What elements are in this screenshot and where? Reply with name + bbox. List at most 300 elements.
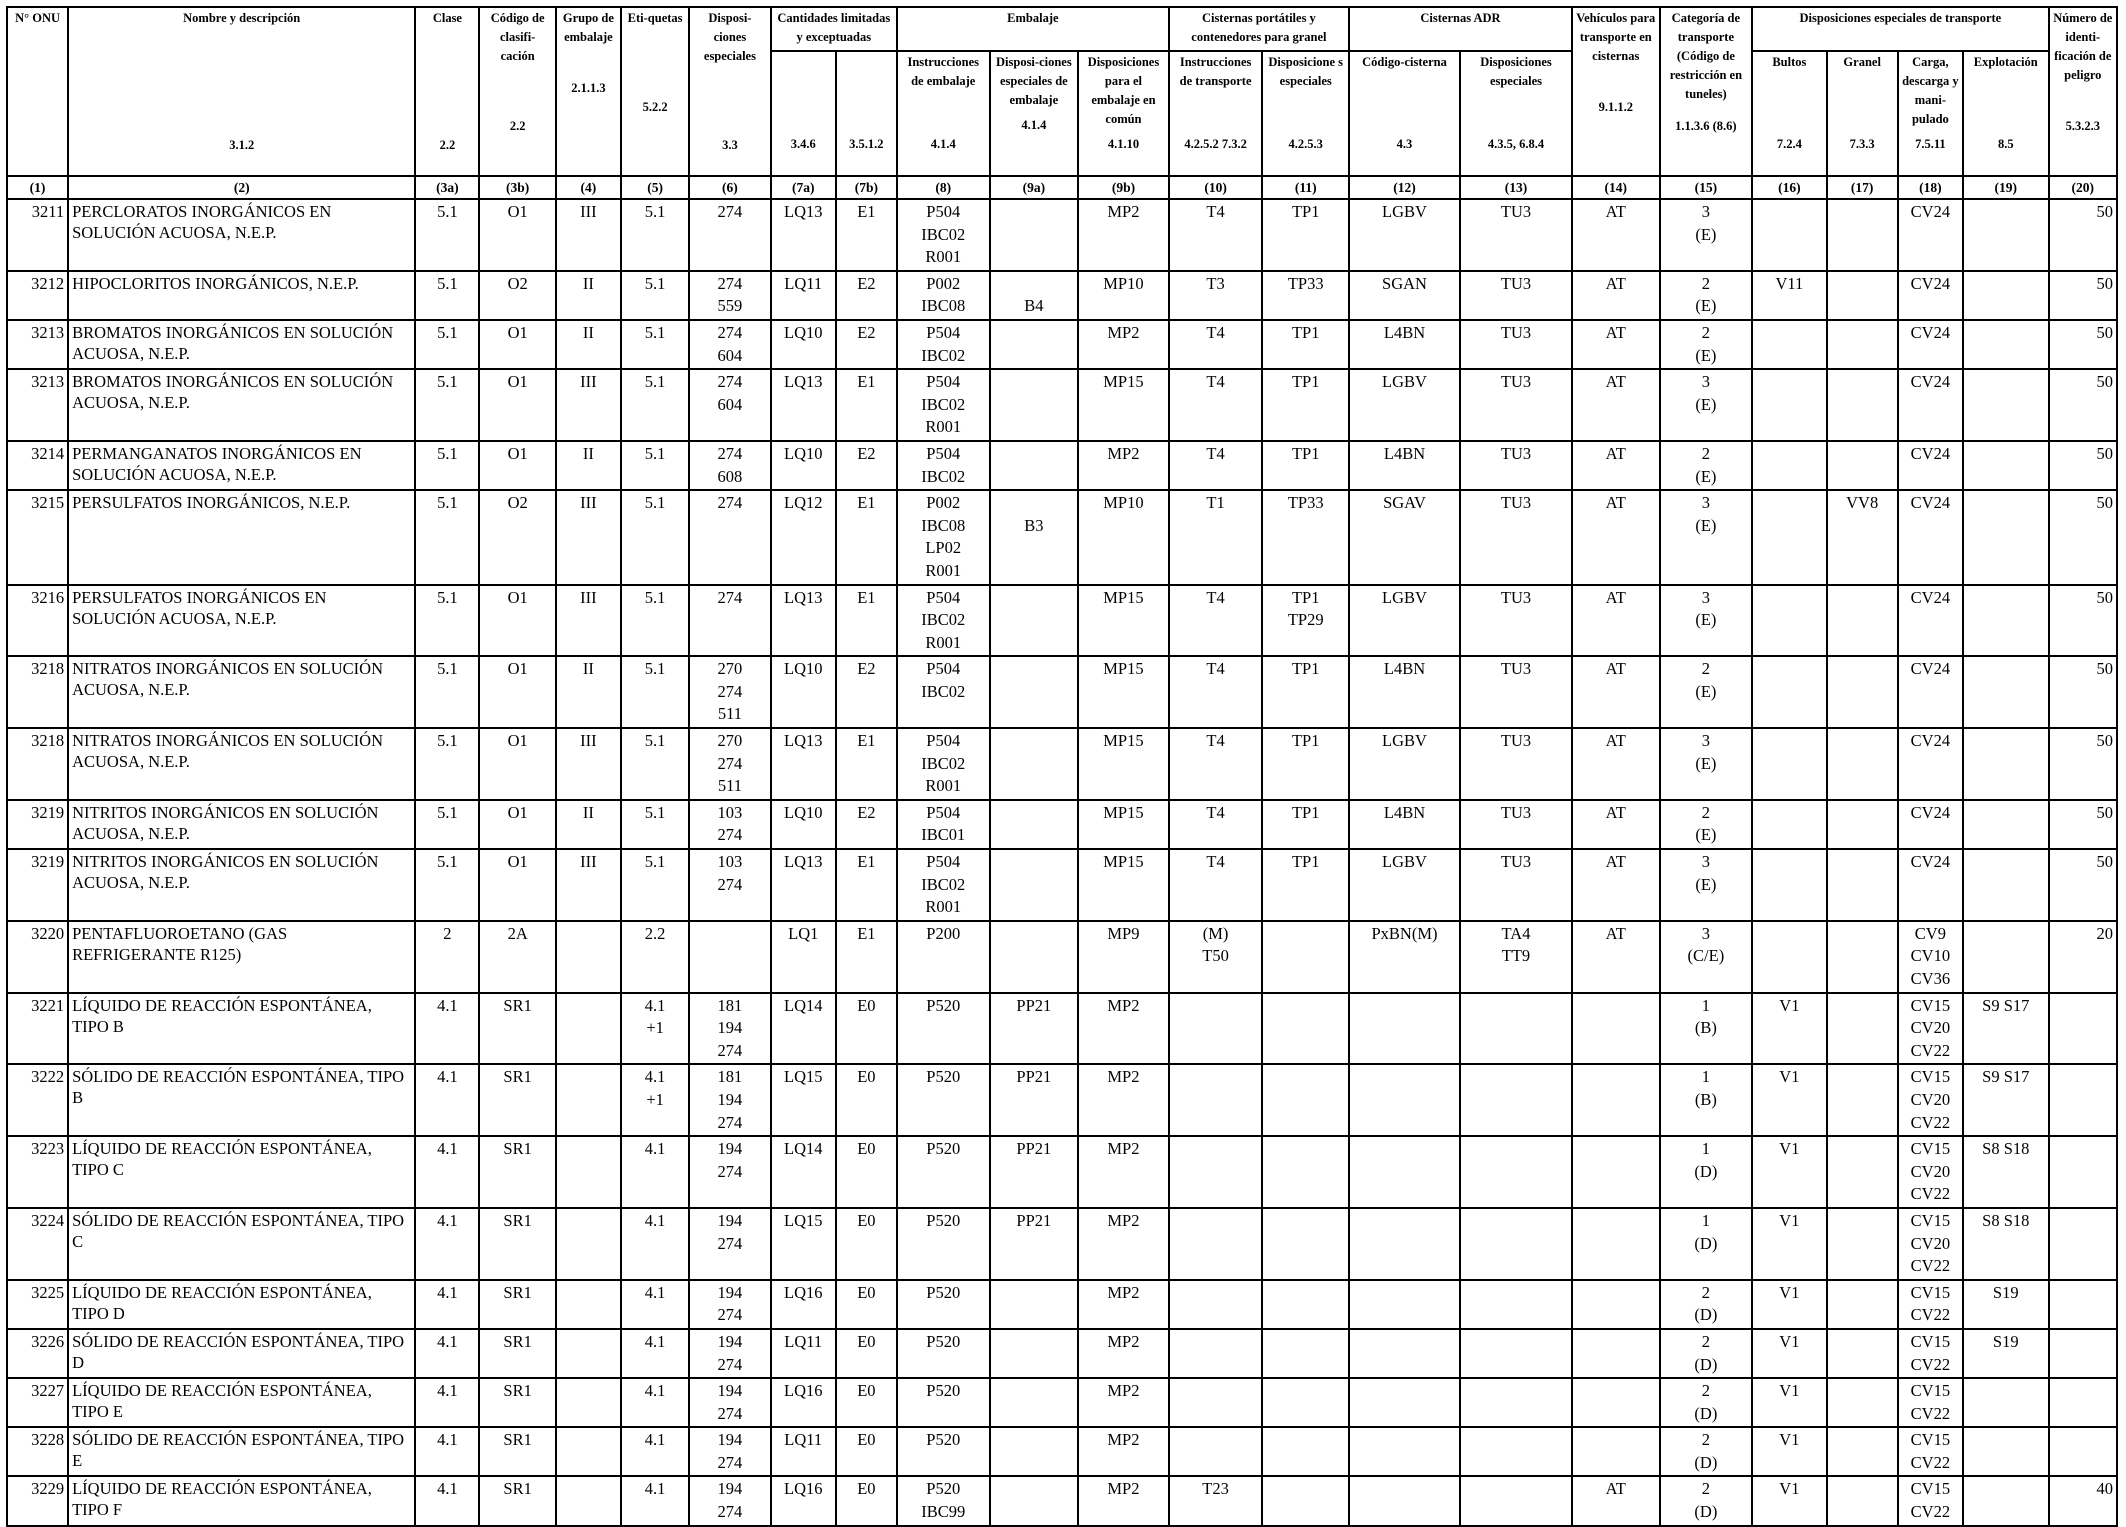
cell-classcode: O2 [479, 490, 555, 584]
cell-carga: CV15 CV22 [1898, 1476, 1963, 1525]
cell-class: 4.1 [415, 1378, 479, 1427]
cell-un: 3224 [7, 1208, 68, 1280]
cell-expl [1963, 800, 2049, 849]
cell-tc [1349, 1280, 1460, 1329]
cell-class: 4.1 [415, 1208, 479, 1280]
cell-eq: E0 [836, 1427, 897, 1476]
cell-eq: E1 [836, 921, 897, 993]
cell-classcode: SR1 [479, 1136, 555, 1208]
cell-veh: AT [1572, 849, 1660, 921]
cell-pi: P504 IBC02 [897, 320, 990, 369]
cell-labels: 5.1 [621, 369, 689, 441]
cell-name: HIPOCLORITOS INORGÁNICOS, N.E.P. [68, 271, 415, 320]
cell-tcat: 2 (D) [1660, 1329, 1753, 1378]
cell-tcat: 3 (E) [1660, 369, 1753, 441]
cell-sp: 274 [689, 199, 770, 271]
cell-hin: 50 [2049, 320, 2117, 369]
header-packing-group: Grupo de embalaje 2.1.1.3 [556, 7, 621, 176]
column-number: (14) [1572, 176, 1660, 199]
table-row [7, 1329, 2117, 1378]
cell-mp: MP15 [1078, 369, 1169, 441]
cell-class: 5.1 [415, 800, 479, 849]
cell-name: BROMATOS INORGÁNICOS EN SOLUCIÓN ACUOSA, N.E.P. [68, 369, 415, 441]
cell-lq: LQ16 [771, 1378, 836, 1427]
cell-hin [2049, 1280, 2117, 1329]
cell-un: 3229 [7, 1476, 68, 1525]
cell-psp: B3 [990, 490, 1079, 584]
cell-hin [2049, 1208, 2117, 1280]
cell-ptsp: TP1 [1262, 320, 1349, 369]
cell-un: 3221 [7, 993, 68, 1065]
cell-un: 3220 [7, 921, 68, 993]
cell-veh: AT [1572, 369, 1660, 441]
cell-carga: CV24 [1898, 728, 1963, 800]
cell-tcat: 1 (D) [1660, 1208, 1753, 1280]
cell-granel [1827, 993, 1898, 1065]
cell-eq: E1 [836, 849, 897, 921]
cell-hin [2049, 1427, 2117, 1476]
cell-bultos: V1 [1752, 1136, 1826, 1208]
table-body [7, 199, 2117, 1526]
cell-carga: CV9 CV10 CV36 [1898, 921, 1963, 993]
cell-pg: III [556, 728, 621, 800]
cell-pti [1169, 1427, 1263, 1476]
cell-pti: T4 [1169, 441, 1263, 490]
cell-pi: P002 IBC08 LP02 R001 [897, 490, 990, 584]
cell-granel [1827, 320, 1898, 369]
cell-sp: 274 604 [689, 369, 770, 441]
cell-class: 4.1 [415, 1064, 479, 1136]
cell-pg [556, 1136, 621, 1208]
cell-pi: P520 [897, 1329, 990, 1378]
cell-mp: MP2 [1078, 320, 1169, 369]
cell-mp: MP2 [1078, 441, 1169, 490]
cell-veh: AT [1572, 320, 1660, 369]
cell-eq: E0 [836, 1476, 897, 1525]
cell-mp: MP2 [1078, 1208, 1169, 1280]
cell-pi: P520 [897, 1378, 990, 1427]
cell-ptsp: TP33 [1262, 490, 1349, 584]
cell-pi: P504 IBC02 [897, 441, 990, 490]
cell-labels: 5.1 [621, 656, 689, 728]
cell-mp: MP15 [1078, 800, 1169, 849]
cell-tcat: 1 (B) [1660, 993, 1753, 1065]
cell-mp: MP2 [1078, 1476, 1169, 1525]
cell-hin [2049, 1378, 2117, 1427]
cell-tsp [1460, 1329, 1572, 1378]
header-portable-tanks: Cisternas portátiles y contenedores para granel [1169, 7, 1349, 51]
cell-labels: 5.1 [621, 199, 689, 271]
header-classification-code: Código de clasifi-cación 2.2 [479, 7, 555, 176]
cell-labels: 4.1 [621, 1378, 689, 1427]
cell-tsp: TA4 TT9 [1460, 921, 1572, 993]
cell-name: BROMATOS INORGÁNICOS EN SOLUCIÓN ACUOSA, N.E.P. [68, 320, 415, 369]
cell-labels: 2.2 [621, 921, 689, 993]
cell-veh: AT [1572, 1476, 1660, 1525]
cell-pti: T3 [1169, 271, 1263, 320]
cell-pg [556, 1476, 621, 1525]
header-tank-special-provisions: Disposiciones especiales 4.3.5, 6.8.4 [1460, 51, 1572, 176]
cell-un: 3212 [7, 271, 68, 320]
cell-granel [1827, 585, 1898, 657]
cell-carga: CV24 [1898, 369, 1963, 441]
cell-veh: AT [1572, 490, 1660, 584]
cell-granel [1827, 441, 1898, 490]
cell-lq: LQ11 [771, 271, 836, 320]
cell-granel [1827, 849, 1898, 921]
cell-eq: E0 [836, 993, 897, 1065]
cell-psp [990, 1280, 1079, 1329]
cell-pti [1169, 1064, 1263, 1136]
cell-pg: II [556, 441, 621, 490]
table-row [7, 320, 2117, 369]
column-number: (20) [2049, 176, 2117, 199]
column-number: (3b) [479, 176, 555, 199]
cell-un: 3219 [7, 800, 68, 849]
cell-classcode: O1 [479, 441, 555, 490]
cell-classcode: O1 [479, 849, 555, 921]
table-row [7, 490, 2117, 584]
cell-psp [990, 1476, 1079, 1525]
cell-bultos: V1 [1752, 1329, 1826, 1378]
cell-tsp: TU3 [1460, 585, 1572, 657]
cell-pi: P520 [897, 1136, 990, 1208]
cell-labels: 5.1 [621, 441, 689, 490]
cell-veh: AT [1572, 585, 1660, 657]
cell-hin: 50 [2049, 369, 2117, 441]
cell-classcode: O1 [479, 800, 555, 849]
cell-lq: LQ13 [771, 369, 836, 441]
cell-tc [1349, 1476, 1460, 1525]
cell-tcat: 3 (E) [1660, 849, 1753, 921]
cell-pti: T4 [1169, 369, 1263, 441]
cell-carga: CV24 [1898, 800, 1963, 849]
cell-pg [556, 1280, 621, 1329]
column-number: (2) [68, 176, 415, 199]
cell-tc: LGBV [1349, 849, 1460, 921]
column-number: (9a) [990, 176, 1079, 199]
cell-tsp: TU3 [1460, 728, 1572, 800]
cell-tc: LGBV [1349, 199, 1460, 271]
cell-class: 4.1 [415, 993, 479, 1065]
cell-expl [1963, 921, 2049, 993]
cell-tsp [1460, 1208, 1572, 1280]
table-row [7, 1280, 2117, 1329]
cell-bultos: V11 [1752, 271, 1826, 320]
cell-granel [1827, 369, 1898, 441]
cell-psp [990, 441, 1079, 490]
cell-expl [1963, 656, 2049, 728]
cell-bultos: V1 [1752, 1208, 1826, 1280]
cell-tc [1349, 1329, 1460, 1378]
cell-sp: 194 274 [689, 1476, 770, 1525]
cell-carga: CV15 CV20 CV22 [1898, 993, 1963, 1065]
cell-ptsp [1262, 921, 1349, 993]
cell-mp: MP10 [1078, 490, 1169, 584]
cell-labels: 4.1 [621, 1208, 689, 1280]
cell-pti: T4 [1169, 199, 1263, 271]
cell-expl [1963, 849, 2049, 921]
cell-psp [990, 369, 1079, 441]
cell-granel [1827, 1064, 1898, 1136]
cell-classcode: SR1 [479, 1280, 555, 1329]
cell-pi: P504 IBC02 R001 [897, 369, 990, 441]
cell-veh: AT [1572, 271, 1660, 320]
cell-tsp: TU3 [1460, 490, 1572, 584]
header-special-transport-provisions: Disposiciones especiales de transporte [1752, 7, 2048, 51]
cell-pi: P002 IBC08 [897, 271, 990, 320]
cell-psp: PP21 [990, 993, 1079, 1065]
cell-carga: CV24 [1898, 320, 1963, 369]
cell-expl [1963, 1378, 2049, 1427]
header-adr-tanks: Cisternas ADR [1349, 7, 1572, 51]
cell-pg: II [556, 320, 621, 369]
cell-eq: E2 [836, 656, 897, 728]
cell-un: 3219 [7, 849, 68, 921]
cell-sp: 181 194 274 [689, 993, 770, 1065]
cell-class: 5.1 [415, 728, 479, 800]
cell-eq: E2 [836, 320, 897, 369]
cell-bultos [1752, 369, 1826, 441]
cell-pi: P504 IBC02 [897, 656, 990, 728]
cell-un: 3227 [7, 1378, 68, 1427]
cell-ptsp: TP1 [1262, 800, 1349, 849]
cell-labels: 5.1 [621, 800, 689, 849]
cell-carga: CV15 CV20 CV22 [1898, 1208, 1963, 1280]
cell-bultos [1752, 921, 1826, 993]
cell-carga: CV24 [1898, 271, 1963, 320]
cell-labels: 4.1 [621, 1476, 689, 1525]
cell-carga: CV24 [1898, 849, 1963, 921]
cell-un: 3213 [7, 369, 68, 441]
cell-hin: 20 [2049, 921, 2117, 993]
cell-class: 4.1 [415, 1476, 479, 1525]
cell-pti [1169, 1208, 1263, 1280]
cell-ptsp: TP1 [1262, 849, 1349, 921]
cell-un: 3218 [7, 656, 68, 728]
cell-classcode: SR1 [479, 1427, 555, 1476]
cell-granel [1827, 1378, 1898, 1427]
cell-class: 4.1 [415, 1136, 479, 1208]
cell-name: LÍQUIDO DE REACCIÓN ESPONTÁNEA, TIPO E [68, 1378, 415, 1427]
cell-tcat: 2 (E) [1660, 656, 1753, 728]
cell-hin: 50 [2049, 800, 2117, 849]
cell-psp: B4 [990, 271, 1079, 320]
cell-expl [1963, 199, 2049, 271]
cell-bultos [1752, 441, 1826, 490]
cell-eq: E1 [836, 369, 897, 441]
cell-lq: LQ14 [771, 1136, 836, 1208]
cell-ptsp: TP1 [1262, 441, 1349, 490]
cell-class: 4.1 [415, 1427, 479, 1476]
cell-expl [1963, 1476, 2049, 1525]
header-portable-tank-special-provisions: Disposicione s especiales 4.2.5.3 [1262, 51, 1349, 176]
cell-sp: 194 274 [689, 1329, 770, 1378]
header-packaging: Embalaje [897, 7, 1169, 51]
cell-eq: E0 [836, 1136, 897, 1208]
cell-tsp [1460, 1378, 1572, 1427]
header-bulk: Granel 7.3.3 [1827, 51, 1898, 176]
cell-pg: II [556, 656, 621, 728]
cell-pti: T4 [1169, 849, 1263, 921]
cell-bultos [1752, 490, 1826, 584]
cell-pg: III [556, 369, 621, 441]
cell-classcode: SR1 [479, 1064, 555, 1136]
cell-bultos: V1 [1752, 1378, 1826, 1427]
cell-bultos [1752, 199, 1826, 271]
dangerous-goods-table [6, 6, 2118, 1527]
cell-bultos [1752, 585, 1826, 657]
cell-lq: LQ14 [771, 993, 836, 1065]
cell-pti: T1 [1169, 490, 1263, 584]
cell-name: PENTAFLUOROETANO (GAS REFRIGERANTE R125) [68, 921, 415, 993]
header-packages: Bultos 7.2.4 [1752, 51, 1826, 176]
cell-pti: T4 [1169, 585, 1263, 657]
cell-classcode: O1 [479, 199, 555, 271]
cell-carga: CV15 CV22 [1898, 1427, 1963, 1476]
header-transport-category: Categoría de transporte (Código de restricción en tuneles) 1.1.3.6 (8.6) [1660, 7, 1753, 176]
cell-pi: P504 IBC02 R001 [897, 849, 990, 921]
cell-pi: P520 [897, 1280, 990, 1329]
cell-hin: 50 [2049, 849, 2117, 921]
cell-sp: 103 274 [689, 800, 770, 849]
cell-tc [1349, 1064, 1460, 1136]
cell-psp [990, 199, 1079, 271]
cell-hin: 50 [2049, 656, 2117, 728]
cell-expl: S9 S17 [1963, 993, 2049, 1065]
cell-tsp: TU3 [1460, 800, 1572, 849]
cell-ptsp [1262, 1064, 1349, 1136]
cell-un: 3213 [7, 320, 68, 369]
cell-tcat: 2 (E) [1660, 271, 1753, 320]
cell-ptsp [1262, 1280, 1349, 1329]
cell-expl [1963, 271, 2049, 320]
cell-tc: SGAV [1349, 490, 1460, 584]
cell-bultos [1752, 656, 1826, 728]
cell-tcat: 2 (D) [1660, 1378, 1753, 1427]
cell-class: 5.1 [415, 656, 479, 728]
cell-hin: 50 [2049, 728, 2117, 800]
cell-tc: L4BN [1349, 656, 1460, 728]
cell-psp [990, 1427, 1079, 1476]
cell-class: 4.1 [415, 1329, 479, 1378]
cell-un: 3218 [7, 728, 68, 800]
cell-granel [1827, 800, 1898, 849]
cell-sp [689, 921, 770, 993]
cell-ptsp: TP1 [1262, 656, 1349, 728]
cell-mp: MP15 [1078, 849, 1169, 921]
column-number: (18) [1898, 176, 1963, 199]
header-portable-tank-instructions: Instrucciones de transporte 4.2.5.2 7.3.2 [1169, 51, 1263, 176]
cell-expl [1963, 441, 2049, 490]
cell-tcat: 2 (D) [1660, 1280, 1753, 1329]
column-number: (15) [1660, 176, 1753, 199]
cell-tc: LGBV [1349, 585, 1460, 657]
cell-labels: 5.1 [621, 490, 689, 584]
cell-tsp [1460, 993, 1572, 1065]
table-row [7, 199, 2117, 271]
cell-sp: 274 [689, 585, 770, 657]
cell-tc: L4BN [1349, 320, 1460, 369]
cell-tc [1349, 1427, 1460, 1476]
header-name-description: Nombre y descripción 3.1.2 [68, 7, 415, 176]
cell-eq: E0 [836, 1280, 897, 1329]
cell-sp: 194 274 [689, 1378, 770, 1427]
cell-tsp [1460, 1280, 1572, 1329]
cell-hin: 50 [2049, 441, 2117, 490]
cell-pi: P520 IBC99 [897, 1476, 990, 1525]
cell-tcat: 3 (E) [1660, 728, 1753, 800]
cell-psp [990, 656, 1079, 728]
cell-class: 5.1 [415, 369, 479, 441]
cell-veh: AT [1572, 921, 1660, 993]
cell-lq: LQ13 [771, 849, 836, 921]
cell-name: PERCLORATOS INORGÁNICOS EN SOLUCIÓN ACUOSA, N.E.P. [68, 199, 415, 271]
cell-ptsp: TP1 [1262, 199, 1349, 271]
cell-tcat: 2 (E) [1660, 320, 1753, 369]
cell-labels: 4.1 +1 [621, 1064, 689, 1136]
cell-labels: 4.1 [621, 1136, 689, 1208]
table-row [7, 1427, 2117, 1476]
cell-ptsp: TP33 [1262, 271, 1349, 320]
header-labels: Eti-quetas 5.2.2 [621, 7, 689, 176]
cell-veh [1572, 1136, 1660, 1208]
cell-veh: AT [1572, 656, 1660, 728]
cell-tc: L4BN [1349, 800, 1460, 849]
cell-granel [1827, 199, 1898, 271]
cell-pi: P520 [897, 1427, 990, 1476]
cell-veh [1572, 1064, 1660, 1136]
cell-expl: S9 S17 [1963, 1064, 2049, 1136]
cell-granel [1827, 656, 1898, 728]
cell-un: 3228 [7, 1427, 68, 1476]
cell-psp: PP21 [990, 1064, 1079, 1136]
cell-pti: T4 [1169, 320, 1263, 369]
cell-mp: MP10 [1078, 271, 1169, 320]
cell-name: PERSULFATOS INORGÁNICOS, N.E.P. [68, 490, 415, 584]
cell-carga: CV15 CV22 [1898, 1378, 1963, 1427]
cell-tsp [1460, 1064, 1572, 1136]
cell-tsp [1460, 1427, 1572, 1476]
header-operation: Explotación 8.5 [1963, 51, 2049, 176]
cell-mp: MP2 [1078, 1136, 1169, 1208]
cell-carga: CV15 CV20 CV22 [1898, 1136, 1963, 1208]
table-row [7, 1064, 2117, 1136]
cell-lq: LQ16 [771, 1476, 836, 1525]
cell-psp [990, 921, 1079, 993]
cell-pg: III [556, 490, 621, 584]
cell-pti [1169, 1136, 1263, 1208]
cell-pti [1169, 1280, 1263, 1329]
cell-pi: P504 IBC01 [897, 800, 990, 849]
cell-lq: LQ13 [771, 199, 836, 271]
cell-un: 3225 [7, 1280, 68, 1329]
cell-psp [990, 585, 1079, 657]
header-excepted-quantities: 3.5.1.2 [836, 51, 897, 176]
cell-tsp: TU3 [1460, 849, 1572, 921]
cell-name: SÓLIDO DE REACCIÓN ESPONTÁNEA, TIPO E [68, 1427, 415, 1476]
column-number: (17) [1827, 176, 1898, 199]
header-packing-instructions: Instrucciones de embalaje 4.1.4 [897, 51, 990, 176]
cell-lq: LQ10 [771, 320, 836, 369]
cell-bultos [1752, 320, 1826, 369]
table-row [7, 585, 2117, 657]
cell-pg [556, 1329, 621, 1378]
cell-granel: VV8 [1827, 490, 1898, 584]
table-row [7, 271, 2117, 320]
cell-classcode: SR1 [479, 1476, 555, 1525]
cell-expl [1963, 369, 2049, 441]
